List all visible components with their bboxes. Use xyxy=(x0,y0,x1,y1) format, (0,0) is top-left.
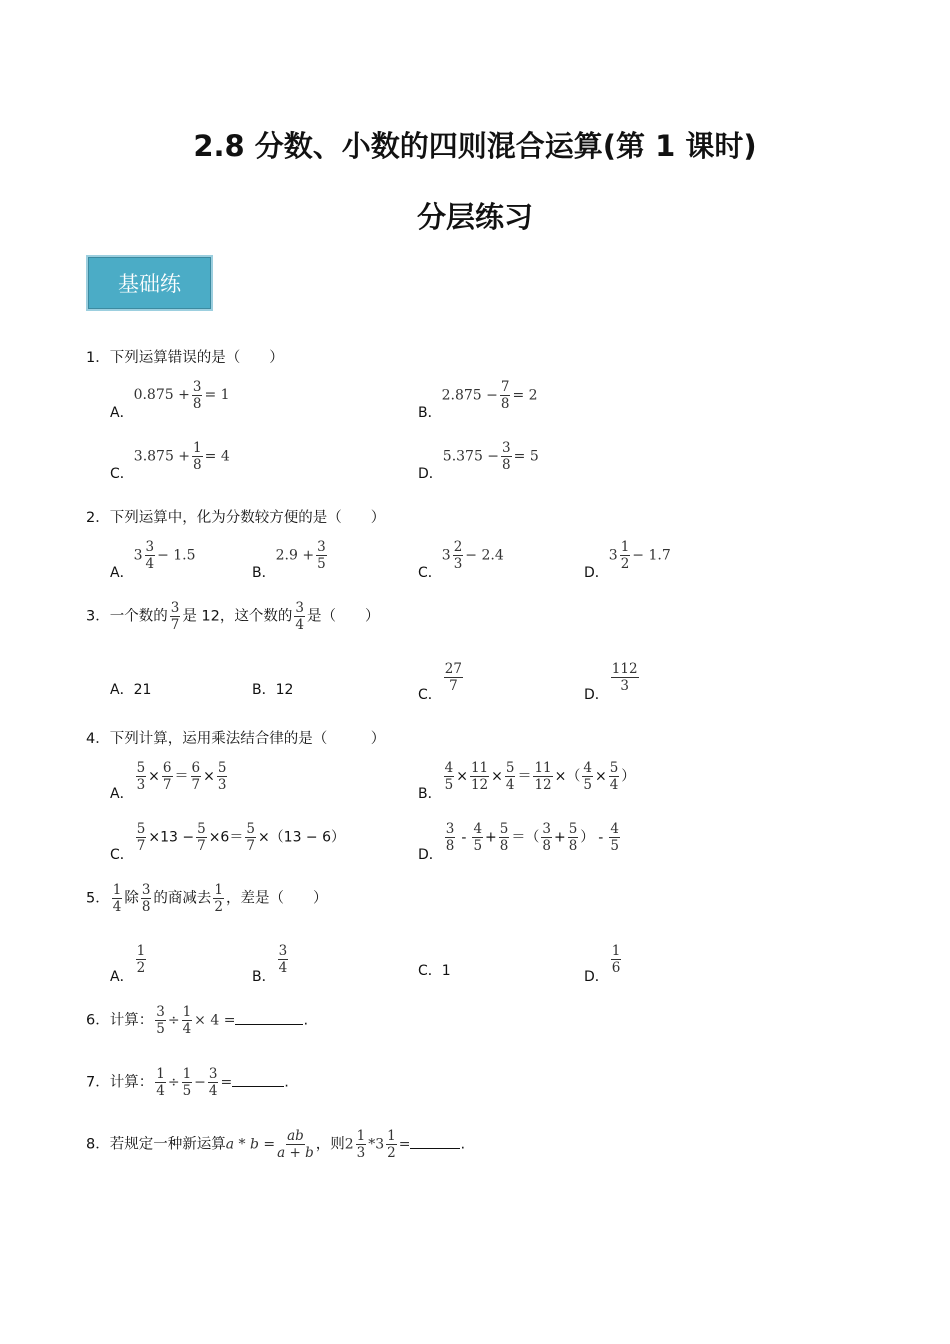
question-3-stem xyxy=(86,601,379,632)
option-label: C． xyxy=(418,963,442,979)
question-1-option-a xyxy=(110,379,230,421)
option-label: A． xyxy=(110,682,134,698)
question-5-option-b: B． $\frac{3}{4}$ xyxy=(252,943,288,985)
answer-blank[interactable] xyxy=(235,1024,303,1025)
option-label: C． xyxy=(418,564,442,581)
option-label: B． xyxy=(252,564,276,581)
expr-text: − 1.5 xyxy=(157,547,196,564)
fraction: $\frac{7}{8}$ xyxy=(500,379,510,413)
question-7: 7．计算： $\frac{1}{4}$ ÷ $\frac{1}{5}$ − $\frac{3}{4}$ = . xyxy=(86,1066,289,1100)
stem-text: 是（ ） xyxy=(306,608,380,625)
question-4-option-c: C． $\frac{5}{7}$ ×13 − $\frac{5}{7}$ ×6＝ $\frac{5}{7}$ ×（13 − 6） xyxy=(110,821,346,863)
option-label: C． xyxy=(418,686,442,703)
answer-blank[interactable] xyxy=(410,1148,460,1149)
question-8: 8．若规定一种新运算a * b = $\frac{ab}{a + b}$ ，则2 $\frac{1}{3}$ *3 $\frac{1}{2}$ = . xyxy=(86,1128,466,1162)
option-label: A． xyxy=(110,968,134,985)
expr-text: 0.875 + xyxy=(133,386,190,403)
option-label: D． xyxy=(418,465,443,482)
question-4-option-a: A． $\frac{5}{3}$ × $\frac{6}{7}$ ＝ $\frac{6}{7}$ × $\frac{5}{3}$ xyxy=(110,760,227,802)
expr-text: 2.875 − xyxy=(441,387,498,404)
option-label: B． xyxy=(418,404,442,421)
question-3-option-b xyxy=(252,679,293,699)
page-subtitle: 分层练习 xyxy=(416,200,533,234)
fraction: $\frac{3}{4}$ xyxy=(295,600,304,634)
fraction: $\frac{112}{3}$ xyxy=(611,661,638,695)
question-5-option-d: D． $\frac{1}{6}$ xyxy=(584,943,621,985)
question-3-option-a xyxy=(110,679,151,699)
option-value: 21 xyxy=(133,682,152,698)
question-4-stem: 4．下列计算，运用乘法结合律的是（ ） xyxy=(86,731,386,747)
expr-text: 2.9 + xyxy=(275,547,315,564)
whole-number: 3 xyxy=(133,547,143,564)
option-label: D． xyxy=(584,686,609,703)
answer-blank[interactable] xyxy=(232,1086,284,1087)
option-label: C． xyxy=(110,846,134,863)
question-3-option-d xyxy=(584,661,641,703)
question-2-option-b xyxy=(252,539,329,581)
expr-text: − 2.4 xyxy=(465,547,504,564)
question-2-option-c xyxy=(418,539,504,581)
question-6: 6．计算： $\frac{3}{5}$ ÷ $\frac{1}{4}$ × 4 = . xyxy=(86,1004,309,1038)
page-title: 2.8 分数、小数的四则混合运算(第 1 课时) xyxy=(193,129,757,163)
expr-text: 3.875 + xyxy=(133,448,191,465)
question-1-option-d xyxy=(418,440,539,482)
question-5-option-c xyxy=(418,960,451,980)
fraction: $\frac{2}{3}$ xyxy=(453,539,463,573)
fraction: $\frac{1}{8}$ xyxy=(193,440,202,474)
expr-text: 5.375 − xyxy=(442,448,500,465)
whole-number: 3 xyxy=(441,547,451,564)
option-label: D． xyxy=(584,564,609,581)
option-value: 12 xyxy=(275,682,294,698)
question-3-option-c xyxy=(418,661,465,703)
expr-text: = 4 xyxy=(204,448,230,465)
question-5-stem: 5． $\frac{1}{4}$ 除 $\frac{3}{8}$ 的商减去 $\frac{1}{2}$ ，差是（ ） xyxy=(86,882,328,916)
expr-text: = 1 xyxy=(204,386,230,403)
option-label: B． xyxy=(418,785,442,802)
question-1-option-c xyxy=(110,440,230,482)
fraction: $\frac{3}{4}$ xyxy=(145,539,155,573)
question-1-option-b xyxy=(418,379,538,421)
fraction: $\frac{3}{8}$ xyxy=(502,440,511,474)
option-label: D． xyxy=(584,968,609,985)
question-2-option-d xyxy=(584,539,671,581)
question-4-option-b: B． $\frac{4}{5}$ × $\frac{11}{12}$ × $\frac{5}{4}$ ＝ $\frac{11}{12}$ ×（ $\frac{4}{5}$ × $\frac{5}{4}$ ） xyxy=(418,760,636,802)
stem-text: 是 12，这个数的 xyxy=(182,608,293,625)
expr-text: − 1.7 xyxy=(632,547,671,564)
section-badge: 基础练 xyxy=(86,255,213,311)
expr-text: = 2 xyxy=(512,387,538,404)
fraction: $\frac{3}{5}$ xyxy=(317,539,326,573)
fraction: $\frac{1}{2}$ xyxy=(620,539,630,573)
question-1-stem: 1．下列运算错误的是（ ） xyxy=(86,350,284,366)
stem-text: 3．一个数的 xyxy=(86,608,168,625)
option-label: B． xyxy=(252,968,276,985)
fraction: $\frac{3}{8}$ xyxy=(192,379,202,413)
whole-number: 3 xyxy=(608,547,618,564)
option-label: D． xyxy=(418,846,443,863)
question-2-stem: 2．下列运算中，化为分数较方便的是（ ） xyxy=(86,510,386,526)
fraction: $\frac{3}{7}$ xyxy=(170,600,180,634)
option-label: C． xyxy=(110,465,134,482)
option-label: A． xyxy=(110,564,134,581)
option-value: 1 xyxy=(441,963,451,979)
option-label: A． xyxy=(110,404,134,421)
question-5-option-a: A． $\frac{1}{2}$ xyxy=(110,943,146,985)
question-4-option-d: D． $\frac{3}{8}$ - $\frac{4}{5}$ + $\frac{5}{8}$ ＝（ $\frac{3}{8}$ + $\frac{5}{8}$ ） - $\frac{4}{5}$ xyxy=(418,821,619,863)
fraction: $\frac{27}{7}$ xyxy=(444,661,462,695)
expr-text: = 5 xyxy=(513,448,539,465)
question-2-option-a xyxy=(110,539,196,581)
option-label: B． xyxy=(252,682,276,698)
option-label: A． xyxy=(110,785,134,802)
